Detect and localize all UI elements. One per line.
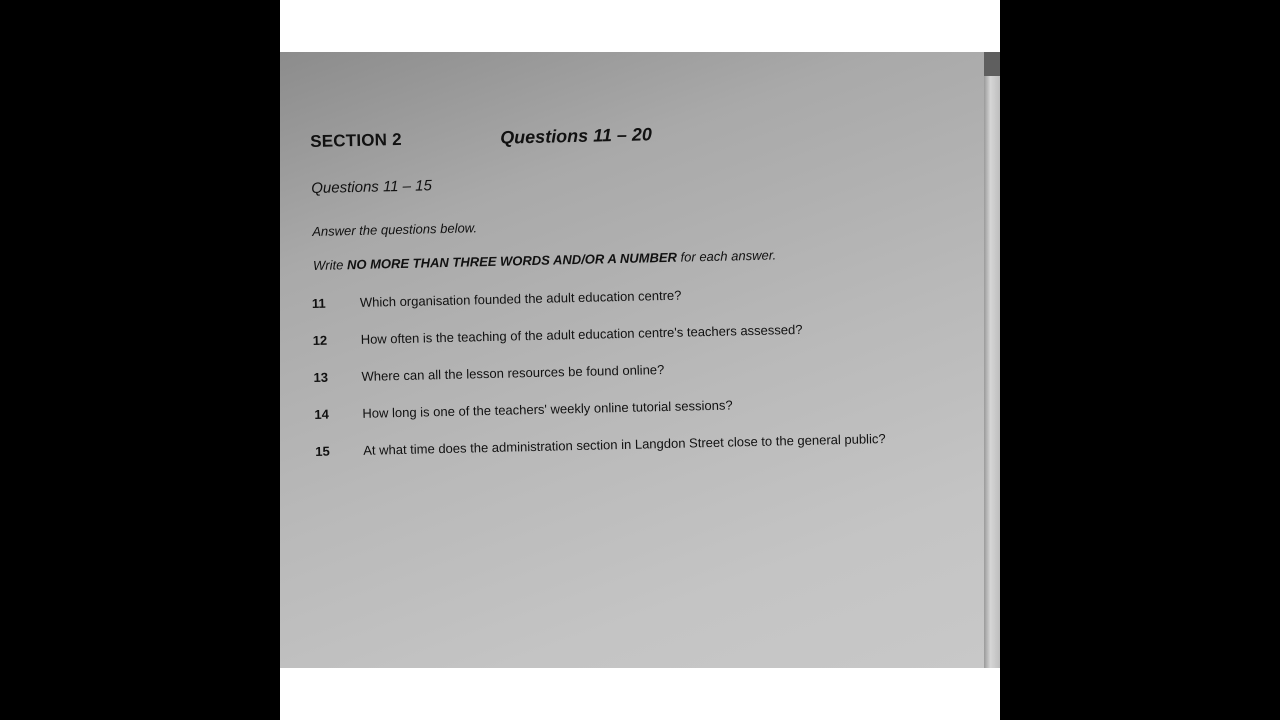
instruction-text: Answer the questions below. (312, 220, 478, 239)
part-heading: Questions 11 – 15 (311, 177, 433, 197)
book-page-photo (280, 52, 1000, 668)
image-frame (280, 0, 1000, 720)
question-list (312, 281, 976, 481)
question-text: How often is the teaching of the adult education centre's teachers assessed? (360, 321, 803, 347)
question-number: 14 (314, 406, 330, 422)
question-number: 13 (313, 369, 329, 385)
section-title: SECTION 2 (310, 129, 402, 151)
question-text: How long is one of the teachers' weekly online tutorial sessions? (362, 397, 733, 421)
question-number: 15 (315, 443, 330, 459)
question-number: 11 (311, 295, 326, 311)
questions-range-heading: Questions 11 – 20 (499, 124, 653, 148)
question-text: At what time does the administration section in Langdon Street close to the general public? (363, 431, 886, 458)
answer-rule-emphasis: NO MORE THAN THREE WORDS AND/OR A NUMBER (346, 249, 678, 273)
answer-rule-prefix: Write (312, 257, 344, 273)
answer-rule-suffix: for each answer. (680, 247, 777, 265)
question-number: 12 (312, 332, 328, 348)
question-text: Where can all the lesson resources be found online? (361, 362, 665, 384)
question-text: Which organisation founded the adult education centre? (359, 287, 682, 310)
answer-rule (313, 247, 776, 273)
exam-sheet (280, 52, 996, 668)
page-corner (984, 52, 1000, 76)
